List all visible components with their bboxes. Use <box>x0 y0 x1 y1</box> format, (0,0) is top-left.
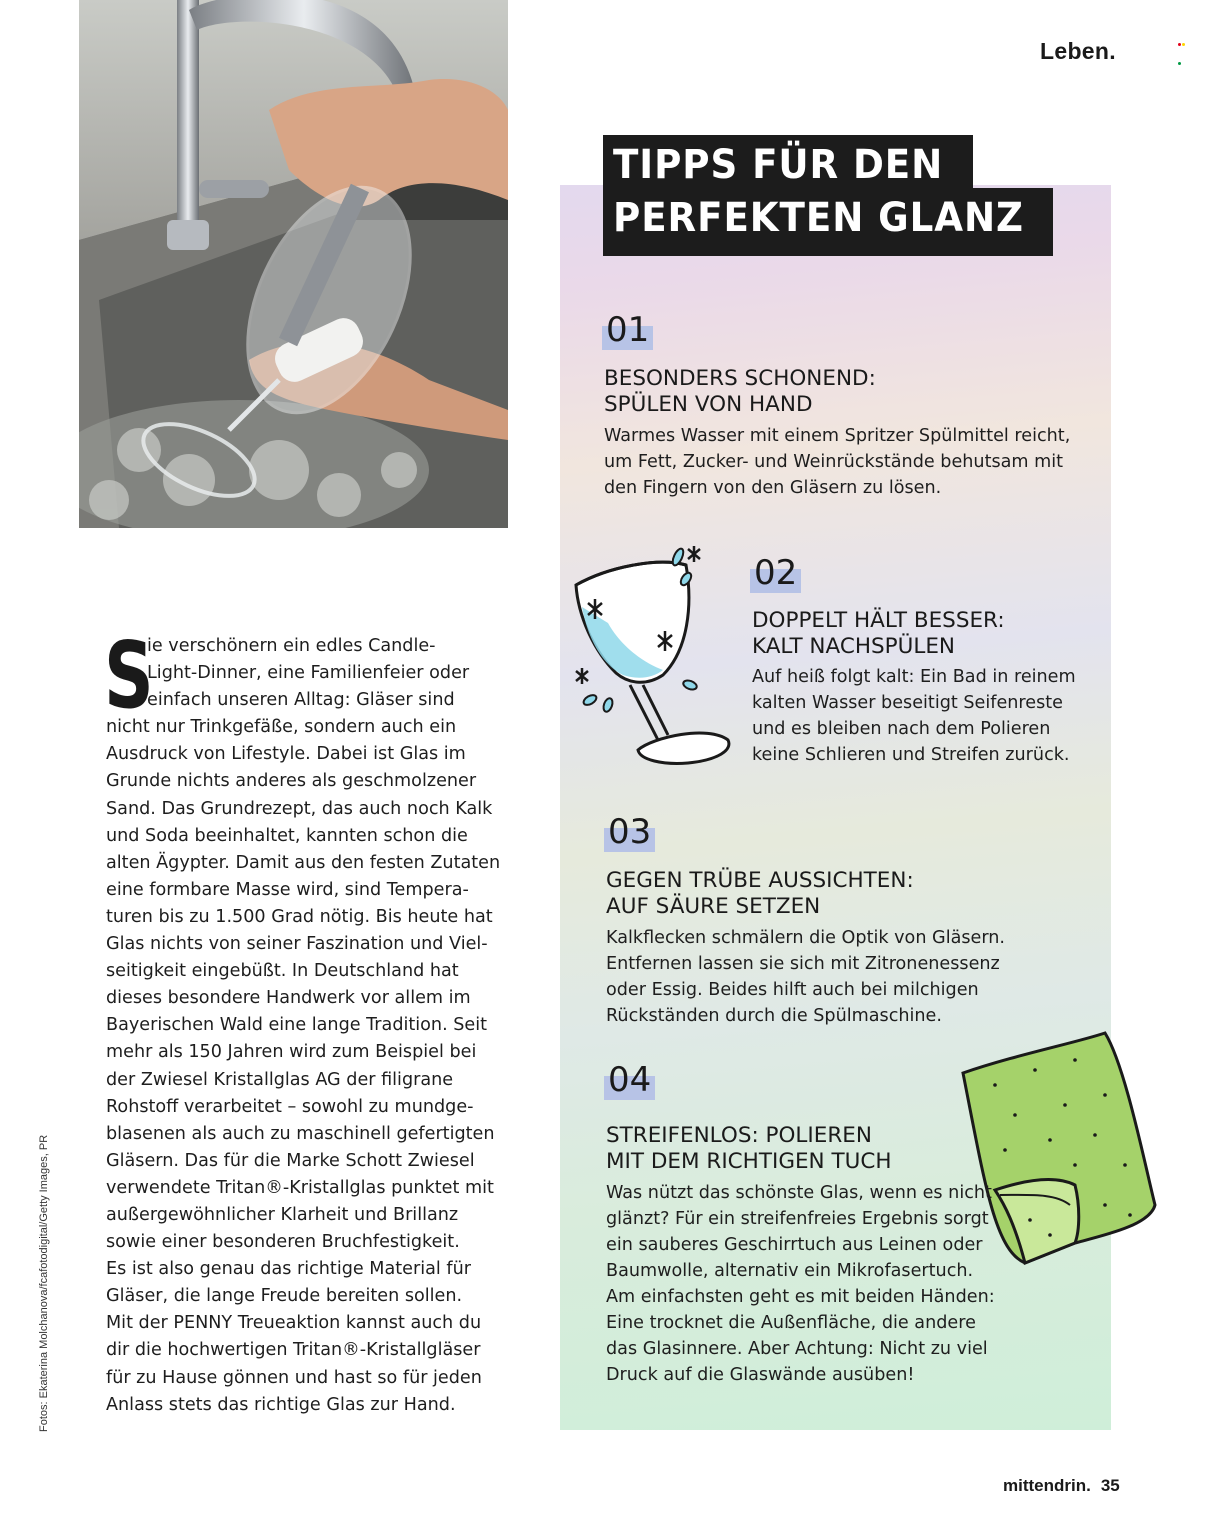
intro-line: außergewöhnlicher Klarheit und Brillanz <box>106 1204 459 1225</box>
tip-body: Was nützt das schönste Glas, wenn es nicht glänzt? Für ein streifenfreies Ergebnis sorgt ein sauberes Geschirrtuch aus Leinen oder Baumwolle, alternativ ein Mikrofasertuch. Am einfachsten geht es mit beiden Händen: Eine trocknet die Außenfläche, die andere das Glasinnere. Aber Achtung: Nicht zu viel Druck auf die Glaswände ausüben! <box>606 1183 995 1385</box>
dot-red <box>1178 43 1181 46</box>
tip-number: 01 <box>606 310 650 350</box>
tip-number: 03 <box>608 812 652 852</box>
intro-line: Mit der PENNY Treueaktion kannst auch du <box>106 1313 482 1334</box>
intro-line: nicht nur Trinkgefäße, sondern auch ein <box>106 717 457 738</box>
intro-line: Rohstoff verarbeitet – sowohl zu mundge- <box>106 1096 474 1117</box>
intro-line: dieses besondere Handwerk vor allem im <box>106 988 471 1009</box>
title-line-1: TIPPS FÜR DEN <box>603 135 973 195</box>
tip-body: Kalkflecken schmälern die Optik von Gläsern. Entfernen lassen sie sich mit Zitronenessenz oder Essig. Beides hilft auch bei milchigen Rückständen durch die Spülmaschine. <box>606 928 1006 1026</box>
intro-line: seitigkeit eingebüßt. In Deutschland hat <box>106 961 459 982</box>
intro-line: der Zwiesel Kristallglas AG der filigrane <box>106 1069 454 1090</box>
intro-text <box>104 622 501 1419</box>
intro-line: turen bis zu 1.500 Grad nötig. Bis heute hat <box>106 906 493 927</box>
wine-glass-icon <box>568 545 738 775</box>
dot-green <box>1178 62 1181 65</box>
intro-line: sowie einer besonderen Bruchfestigkeit. <box>106 1232 460 1253</box>
intro-line: Bayerischen Wald eine lange Tradition. Seit <box>106 1015 488 1036</box>
drop-cap: S <box>104 622 154 729</box>
photo-credit: Fotos: Ekaterina Molchanova/fcafotodigital/Getty Images, PR <box>38 1134 50 1432</box>
intro-line: Ausdruck von Lifestyle. Dabei ist Glas im <box>106 744 466 765</box>
intro-line: Anlass stets das richtige Glas zur Hand. <box>106 1394 456 1415</box>
intro-line: für zu Hause gönnen und hast so für jeden <box>106 1367 482 1388</box>
intro-line: Light-Dinner, eine Familienfeier oder <box>147 663 470 684</box>
tip-heading: STREIFENLOS: POLIEREN MIT DEM RICHTIGEN TUCH <box>606 1123 892 1174</box>
intro-line: Gläser, die lange Freude bereiten sollen. <box>106 1286 463 1307</box>
page-number: 35 <box>1100 1476 1120 1495</box>
tip-number: 04 <box>608 1060 652 1100</box>
tip-body: Auf heiß folgt kalt: Ein Bad in reinem kalten Wasser beseitigt Seifenreste und es bleiben nach dem Polieren keine Schlieren und Streifen zurück. <box>752 667 1076 765</box>
intro-line: ie verschönern ein edles Candle- <box>147 636 436 656</box>
wine-glass-washing-photo <box>79 0 508 528</box>
tip-heading: BESONDERS SCHONEND: SPÜLEN VON HAND <box>604 366 876 417</box>
section-dots <box>1178 31 1188 37</box>
magazine-name: mittendrin. <box>1003 1476 1091 1495</box>
tip-body: Warmes Wasser mit einem Spritzer Spülmittel reicht, um Fett, Zucker- und Weinrückstände behutsam mit den Fingern von den Gläsern zu lösen. <box>604 426 1071 498</box>
tip-heading: DOPPELT HÄLT BESSER: KALT NACHSPÜLEN <box>752 608 1005 659</box>
intro-line: dir die hochwertigen Tritan®-Kristallgläser <box>106 1340 481 1361</box>
page-footer <box>1003 1476 1120 1496</box>
intro-line: Es ist also genau das richtige Material für <box>106 1259 471 1280</box>
intro-line: verwendete Tritan®-Kristallglas punktet mit <box>106 1177 494 1198</box>
dot-yellow <box>1182 43 1185 46</box>
intro-line: Grunde nichts anderes als geschmolzener <box>106 771 477 792</box>
intro-line: Sand. Das Grundrezept, das auch noch Kalk <box>106 798 493 819</box>
tip-heading: GEGEN TRÜBE AUSSICHTEN: AUF SÄURE SETZEN <box>606 868 914 919</box>
intro-line: eine formbare Masse wird, sind Tempera- <box>106 879 469 900</box>
intro-line: Glas nichts von seiner Faszination und Viel- <box>106 934 488 955</box>
title-line-2: PERFEKTEN GLANZ <box>603 188 1053 256</box>
intro-line: Gläsern. Das für die Marke Schott Zwiesel <box>106 1150 475 1171</box>
intro-line: und Soda beeinhaltet, kannten schon die <box>106 825 468 846</box>
intro-line: einfach unseren Alltag: Gläser sind <box>147 690 455 711</box>
intro-line: alten Ägypter. Damit aus den festen Zutaten <box>106 852 501 873</box>
intro-line: blasenen als auch zu maschinell gefertigten <box>106 1123 495 1144</box>
intro-line: mehr als 150 Jahren wird zum Beispiel bei <box>106 1042 477 1063</box>
section-label: Leben. <box>1040 38 1116 64</box>
tip-number: 02 <box>754 553 798 593</box>
